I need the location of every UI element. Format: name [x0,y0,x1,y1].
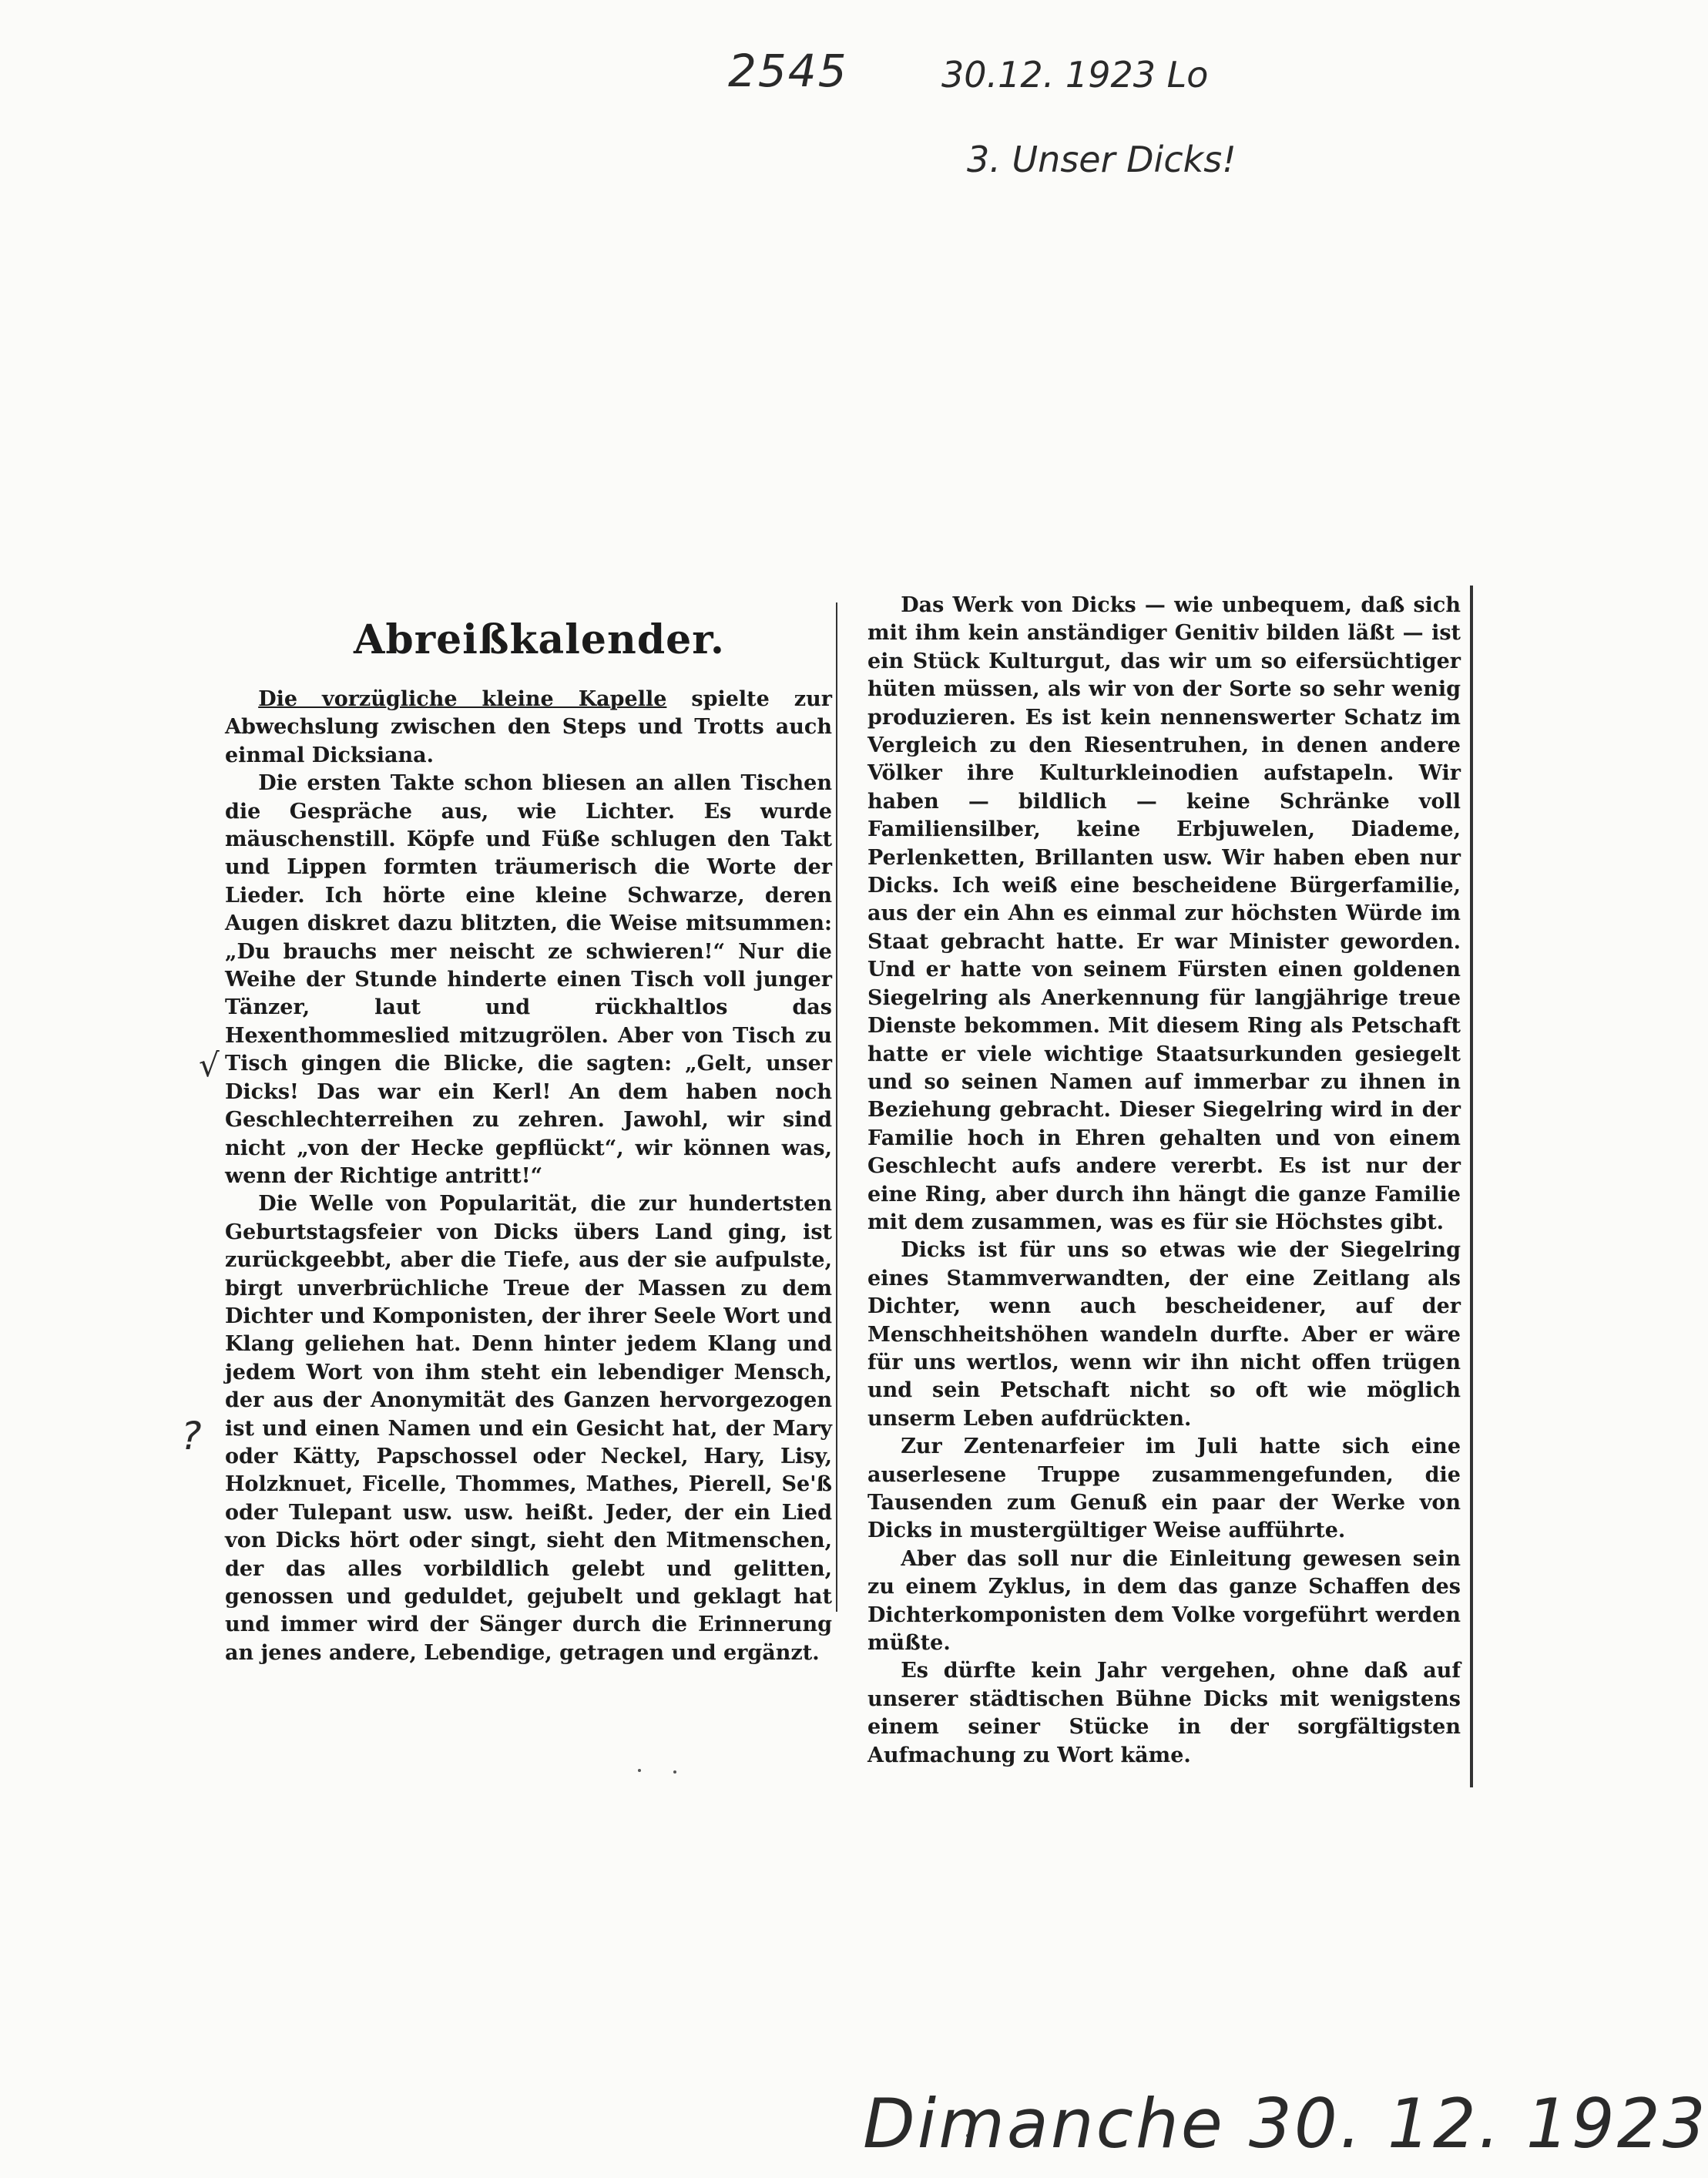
footer-date-handwritten: Dimanche 30. 12. 1923 [863,2084,1708,2163]
paragraph: Die ersten Takte schon bliesen an allen Tischen die Gespräche aus, wie Lichter. Es wurde mäuschenstill. Köpfe und Füße schlugen den Takt und Lippen formten träumerisch die Worte der Lieder. Ich hörte eine kleine Schwarze, deren Augen diskret dazu blitzten, die Weise mitsummen: „Du brauchs mer neischt ze schwieren!“ Nur die Weihe der Stunde hinderte einen Tisch voll junger Tänzer, laut und rückhaltlos das Hexenthommeslied mitzugrölen. Aber von Tisch zu Tisch gingen die Blicke, die sagten: „Gelt, unser Dicks! Das war ein Kerl! An dem haben noch Geschlechterreihen zu zehren. Jawohl, wir sind nicht „von der Hecke gepflückt“, wir können was, wenn der Richtige antritt!“ [225,771,832,1188]
column-divider [836,602,837,1612]
paragraph: Es dürfte kein Jahr vergehen, ohne daß auf unserer städtischen Bühne Dicks mit wenigstens einem seiner Stücke in der sorgfältigsten Aufmachung zu Wort käme. [867,1659,1461,1767]
article-title: Abreißkalender. [354,616,725,663]
scan-speck [673,1770,676,1774]
clipping-edge-line [1470,586,1473,1787]
paragraph: Das Werk von Dicks — wie unbequem, daß sich mit ihm kein anständiger Genitiv bilden läßt — ist ein Stück Kulturgut, das wir um so eifersüchtiger hüten müssen, als wir von der Sorte so sehr wenig produzieren. Es ist kein nennenswerter Schatz im Vergleich zu den Riesentruhen, in denen andere Völker ihre Kulturkleinodien aufstapeln. Wir haben — bildlich — keine Schränke voll Familiensilber, keine Erbjuwelen, Diademe, Perlenketten, Brillanten usw. Wir haben eben nur Dicks. Ich weiß eine bescheidene Bürgerfamilie, aus der ein Ahn es einmal zur höchsten Würde im Staat gebracht hatte. Er war Minister geworden. Und er hatte von seinem Fürsten einen goldenen Siegelring als Anerkennung für langjährige treue Dienste bekommen. Mit diesem Ring als Petschaft hatte er viele wichtige Staatsurkunden gesiegelt und so seinen Namen auf immerbar zu ihnen in Beziehung gebracht. Dieser Siegelring wird in der Familie hoch in Ehren gehalten und von einem Geschlecht aufs andere vererbt. Es ist nur der eine Ring, aber durch ihn hängt die ganze Familie mit dem zusammen, was es für sie Höchstes gibt. [867,593,1461,1234]
lead-underlined-text: Die vorzügliche kleine Kapelle [258,687,667,711]
date-handwritten: 30.12. 1923 Lo [941,54,1209,96]
archive-number-handwritten: 2545 [728,45,848,97]
scan-speck [638,1769,641,1772]
paragraph: Die Welle von Popularität, die zur hundertsten Geburtstagsfeier von Dicks übers Land ging, ist zurückgeebbt, aber die Tiefe, aus der sie aufpulste, birgt unverbrüchliche Treue der Massen zu dem Dichter und Komponisten, der ihrer Seele Wort und Klang geliehen hat. Denn hinter jedem Klang und jedem Wort von ihm steht ein lebendiger Mensch, der aus der Anonymität des Ganzen hervorgezogen ist und einen Namen und ein Gesicht hat, der Mary oder Kätty, Papschossel oder Neckel, Hary, Lisy, Holzknuet, Ficelle, Thommes, Mathes, Pierell, Se'ß oder Tulepant usw. usw. heißt. Jeder, der ein Lied von Dicks hört oder singt, sieht den Mitmenschen, der das alles vorbildlich gelebt und gelitten, genossen und geduldet, gejubelt und geklagt hat und immer wird der Sänger durch die Erinnerung an jenes andere, Lebendige, getragen und ergänzt. [225,1192,832,1665]
note-handwritten: 3. Unser Dicks! [967,139,1237,180]
paragraph: Zur Zentenarfeier im Juli hatte sich eine auserlesene Truppe zusammengefunden, die Tausenden zum Genuß ein paar der Werke von Dicks in mustergültiger Weise aufführte. [867,1435,1461,1543]
lead-paragraph [225,686,832,770]
paragraph: Dicks ist für uns so etwas wie der Siegelring eines Stammverwandten, der eine Zeitlang als Dichter, wenn auch bescheidener, auf der Menschheitshöhen wandeln durfte. Aber er wäre für uns wertlos, wenn wir ihn nicht offen trügen und sein Petschaft nicht so oft wie möglich unserm Leben aufdrückten. [867,1238,1461,1431]
margin-check-mark: √ [199,1046,220,1084]
lead-text: spielte zur Abwechslung zwischen den Steps und Trotts auch einmal Dicksiana. [225,687,832,767]
article-column-right [867,592,1461,1770]
paragraph: Aber das soll nur die Einleitung gewesen sein zu einem Zyklus, in dem das ganze Schaffen des Dichterkomponisten dem Volke vorgeführt werden müßte. [867,1546,1461,1656]
margin-question-mark: ? [181,1414,202,1458]
article-column-left [225,686,832,1667]
